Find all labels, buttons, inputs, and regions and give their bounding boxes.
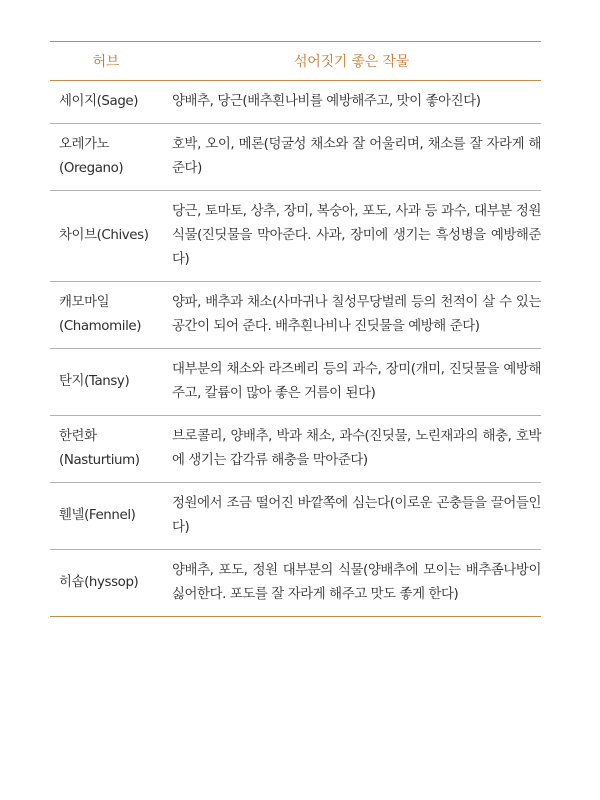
header-row (50, 42, 541, 81)
herb-name-cell: 차이브(Chives) (59, 228, 149, 243)
table-row (50, 416, 541, 483)
table-row (50, 81, 541, 124)
table-row (50, 282, 541, 349)
table-row (50, 483, 541, 550)
table-header (50, 42, 541, 81)
companion-plants-cell: 브로콜리, 양배추, 박과 채소, 과수(진딧물, 노린재과의 해충, 호박에 생기는 갑각류 해충을 막아준다) (172, 429, 541, 468)
companion-plants-cell: 양파, 배추과 채소(사마귀나 칠성무당벌레 등의 천적이 살 수 있는 공간이 되어 준다. 배추흰나비나 진딧물을 예방해 준다) (172, 295, 541, 334)
herb-name-cell: 히솝(hyssop) (59, 575, 139, 590)
table-row (50, 191, 541, 282)
companion-plants-cell: 당근, 토마토, 상추, 장미, 복숭아, 포도, 사과 등 과수, 대부분 정원 식물(진딧물을 막아준다. 사과, 장미에 생기는 흑성병을 예방해준다) (172, 204, 541, 267)
companion-plants-cell: 정원에서 조금 떨어진 바깥쪽에 심는다(이로운 곤충들을 끌어들인다) (172, 496, 541, 535)
herb-name-cell: 한련화 (Nasturtium) (59, 429, 140, 468)
table-row (50, 124, 541, 191)
herb-name-cell: 휀넬(Fennel) (59, 508, 136, 523)
companion-plants-cell: 양배추, 포도, 정원 대부분의 식물(양배추에 모이는 배추좀나방이 싫어한다. 포도를 잘 자라게 해주고 맛도 좋게 한다) (172, 563, 541, 602)
header-herb: 허브 (92, 54, 120, 70)
herb-companion-table (50, 41, 541, 617)
header-companion: 섞어짓기 좋은 작물 (293, 54, 410, 70)
herb-name-cell: 캐모마일 (Chamomile) (59, 295, 142, 334)
table-row (50, 550, 541, 617)
herb-name-cell: 세이지(Sage) (59, 94, 139, 109)
companion-plants-cell: 양배추, 당근(배추흰나비를 예방해주고, 맛이 좋아진다) (172, 94, 481, 109)
companion-plants-cell: 호박, 오이, 메론(덩굴성 채소와 잘 어울리며, 채소를 잘 자라게 해준다) (172, 137, 541, 176)
table-row (50, 349, 541, 416)
companion-plants-cell: 대부분의 채소와 라즈베리 등의 과수, 장미(개미, 진딧물을 예방해 주고, 칼륨이 많아 좋은 거름이 된다) (172, 362, 541, 401)
table-body (50, 81, 541, 617)
herb-name-cell: 오레가노 (Oregano) (59, 137, 124, 176)
herb-name-cell: 탄지(Tansy) (59, 374, 130, 389)
